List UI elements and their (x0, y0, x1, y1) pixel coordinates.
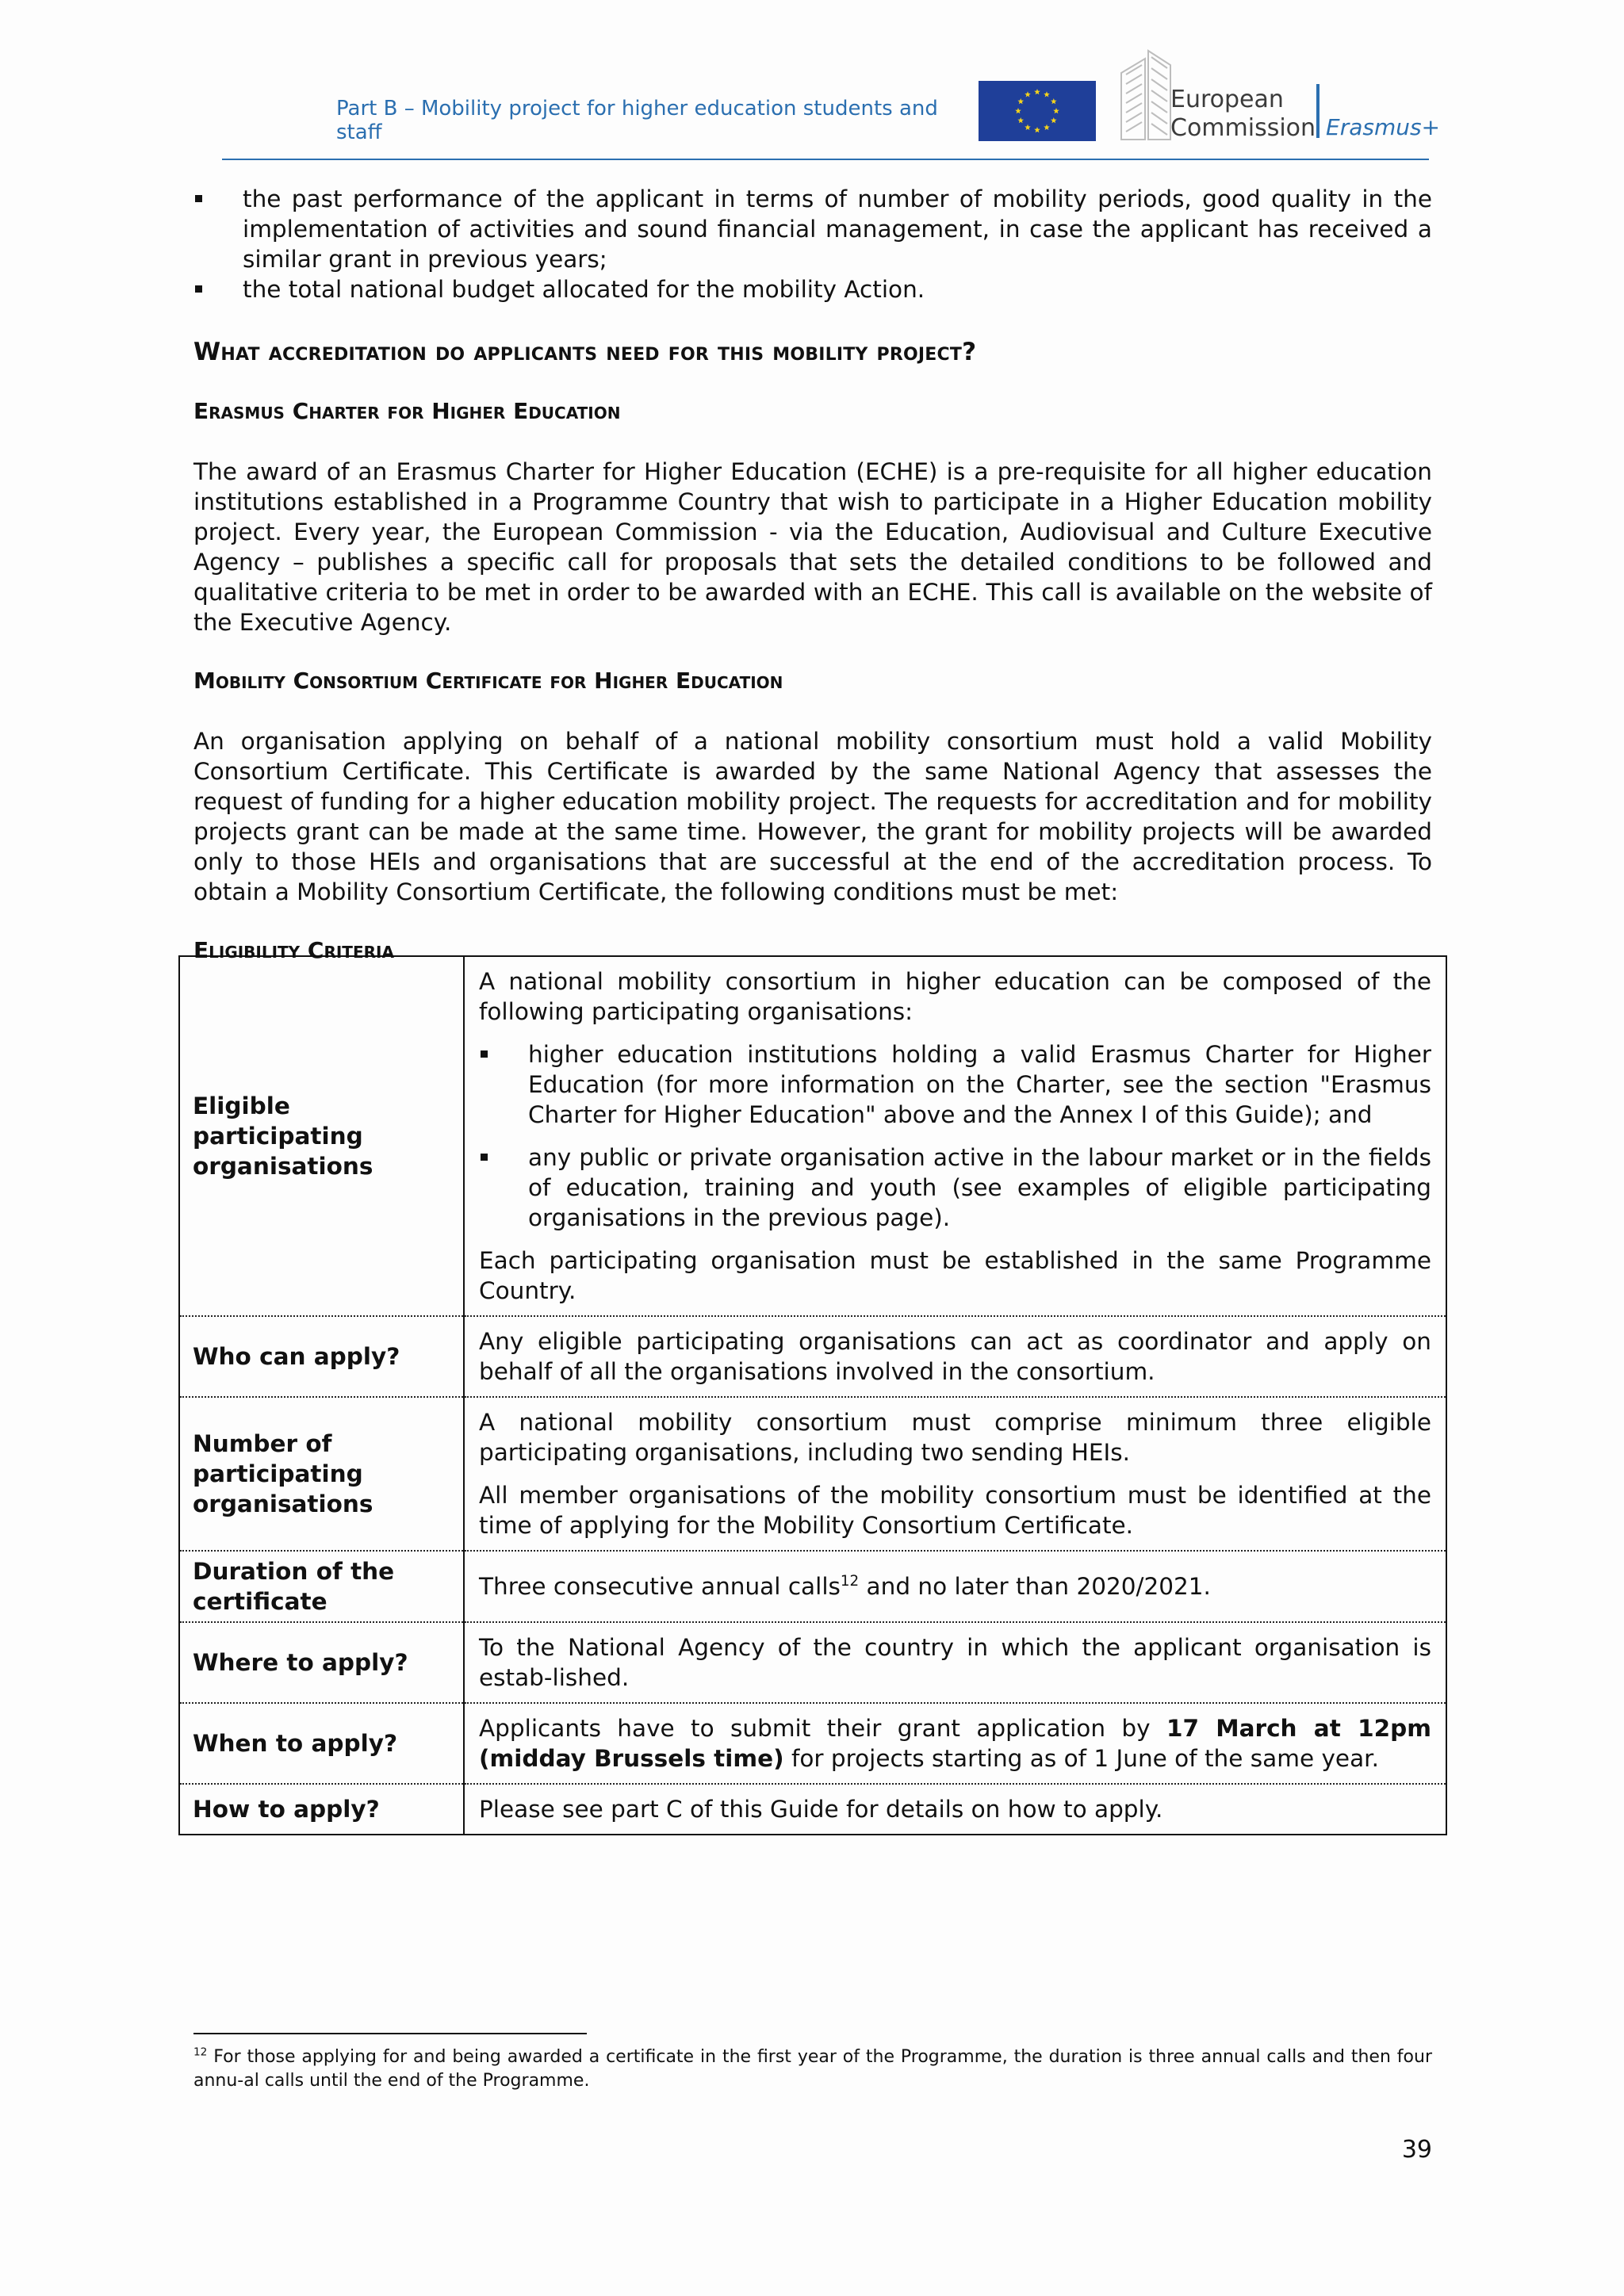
paragraph-eche: The award of an Erasmus Charter for Higher Education (ECHE) is a pre-requisite for all higher education institutions established in a Programme Country that wish to participate in a Higher Education mobility project. Every year, the European Commission - via the Education, Audiovisual and Culture Executive Agency – publishes a specific call for proposals that sets the detailed conditions to be followed and qualitative criteria to be met in order to be awarded with an ECHE. This call is available on the website of the Executive Agency. (193, 458, 1432, 636)
subheading-eligibility-criteria: Eligibility Criteria (193, 937, 394, 963)
row-label: Where to apply? (179, 1622, 464, 1703)
logo-text-erasmus-plus: Erasmus+ (1326, 114, 1441, 140)
deadline-date: 17 March at 12pm (midday Brussels time) (479, 1715, 1431, 1772)
table-row (179, 956, 1446, 1316)
cell-text: Any eligible participating organisations can act as coordinator and apply on behalf of all the organisations involved in the consortium. (479, 1328, 1431, 1385)
eligibility-criteria-table (178, 955, 1447, 1835)
row-value (464, 1703, 1446, 1784)
deadline-outro: for projects starting as of 1 June of the same year. (783, 1745, 1379, 1772)
list-item: the total national budget allocated for the mobility Action. (193, 274, 1432, 304)
table-row (179, 1551, 1446, 1622)
row-label: How to apply? (179, 1784, 464, 1835)
page-number: 39 (1401, 2136, 1432, 2164)
duration-text-end: and no later than 2020/2021. (859, 1573, 1211, 1600)
footnote-reference[interactable]: 12 (840, 1573, 860, 1590)
intro-bullet-list (193, 184, 1432, 304)
list-item: the past performance of the applicant in terms of number of mobility periods, good quality in the implementation of activities and sound financial management, in case the applicant has received a similar grant in previous years; (193, 184, 1432, 274)
paragraph-consortium-certificate: An organisation applying on behalf of a national mobility consortium must hold a valid Mobility Consortium Certificate. This Certificate is awarded by the same National Agency that assesses the request of funding for a higher education mobility project. The requests for accreditation and for mobility projects grant can be made at the same time. However, the grant for mobility projects will be awarded only to those HEIs and organisations that are successful at the end of the accreditation process. To obtain a Mobility Consortium Certificate, the following conditions must be met: (193, 728, 1432, 905)
row-label: Eligible participating organisations (179, 956, 464, 1316)
cell-text: A national mobility consortium must comprise minimum three eligible participating organisations, including two sending HEIs. (479, 1409, 1431, 1466)
list-item: any public or private organisation active in the labour market or in the fields of education, training and youth (see examples of eligible participating organisations in the previous page). (479, 1142, 1431, 1233)
row-label: When to apply? (179, 1703, 464, 1784)
row-label: Who can apply? (179, 1316, 464, 1397)
eu-flag-icon (979, 81, 1096, 141)
deadline-intro: Applicants have to submit their grant application by (479, 1715, 1166, 1742)
running-header-title: Part B – Mobility project for higher education students and staff (336, 97, 938, 144)
table-row (179, 1622, 1446, 1703)
subheading-eche: Erasmus Charter for Higher Education (193, 398, 621, 424)
logo-separator (1316, 84, 1320, 138)
cell-text (479, 1571, 1431, 1601)
table-row (179, 1703, 1446, 1784)
section-heading-accreditation: What accreditation do applicants need for this mobility project? (193, 338, 977, 366)
table-row (179, 1397, 1446, 1551)
list-item: higher education institutions holding a valid Erasmus Charter for Higher Education (for more information on the Charter, see the section "Erasmus Charter for Higher Education" above and the Annex I of this Guide); and (479, 1039, 1431, 1130)
subheading-consortium-certificate: Mobility Consortium Certificate for Higher Education (193, 668, 783, 694)
header-divider (222, 159, 1429, 160)
page-content (193, 184, 1432, 966)
footnote-number: 12 (193, 2045, 208, 2059)
footnote (193, 2045, 1432, 2093)
table-row (179, 1316, 1446, 1397)
logo-text-european: European (1170, 86, 1284, 113)
row-label: Number of participating organisations (179, 1397, 464, 1551)
duration-text: Three consecutive annual calls (479, 1573, 841, 1600)
logo-text-commission: Commission (1170, 114, 1316, 142)
cell-text (479, 1713, 1431, 1774)
cell-text: A national mobility consortium in higher education can be composed of the following participating organisations: (479, 968, 1431, 1025)
cell-text: To the National Agency of the country in which the applicant organisation is estab-lished. (479, 1634, 1431, 1691)
footnote-text: For those applying for and being awarded a certificate in the first year of the Programme, the duration is three annual calls and then four annu-al calls until the end of the Programme. (193, 2047, 1432, 2091)
row-value (464, 1784, 1446, 1835)
row-label: Duration of the certificate (179, 1551, 464, 1622)
european-commission-logo (979, 49, 1441, 143)
row-value (464, 1622, 1446, 1703)
cell-text: Each participating organisation must be established in the same Programme Country. (479, 1247, 1431, 1304)
row-value (464, 956, 1446, 1316)
cell-text: Please see part C of this Guide for details on how to apply. (479, 1796, 1163, 1823)
footnote-separator (193, 2033, 587, 2034)
row-value (464, 1551, 1446, 1622)
table-row (179, 1784, 1446, 1835)
cell-text: All member organisations of the mobility consortium must be identified at the time of applying for the Mobility Consortium Certificate. (479, 1482, 1431, 1539)
row-value (464, 1397, 1446, 1551)
eligible-organisations-list (479, 1039, 1431, 1233)
row-value (464, 1316, 1446, 1397)
